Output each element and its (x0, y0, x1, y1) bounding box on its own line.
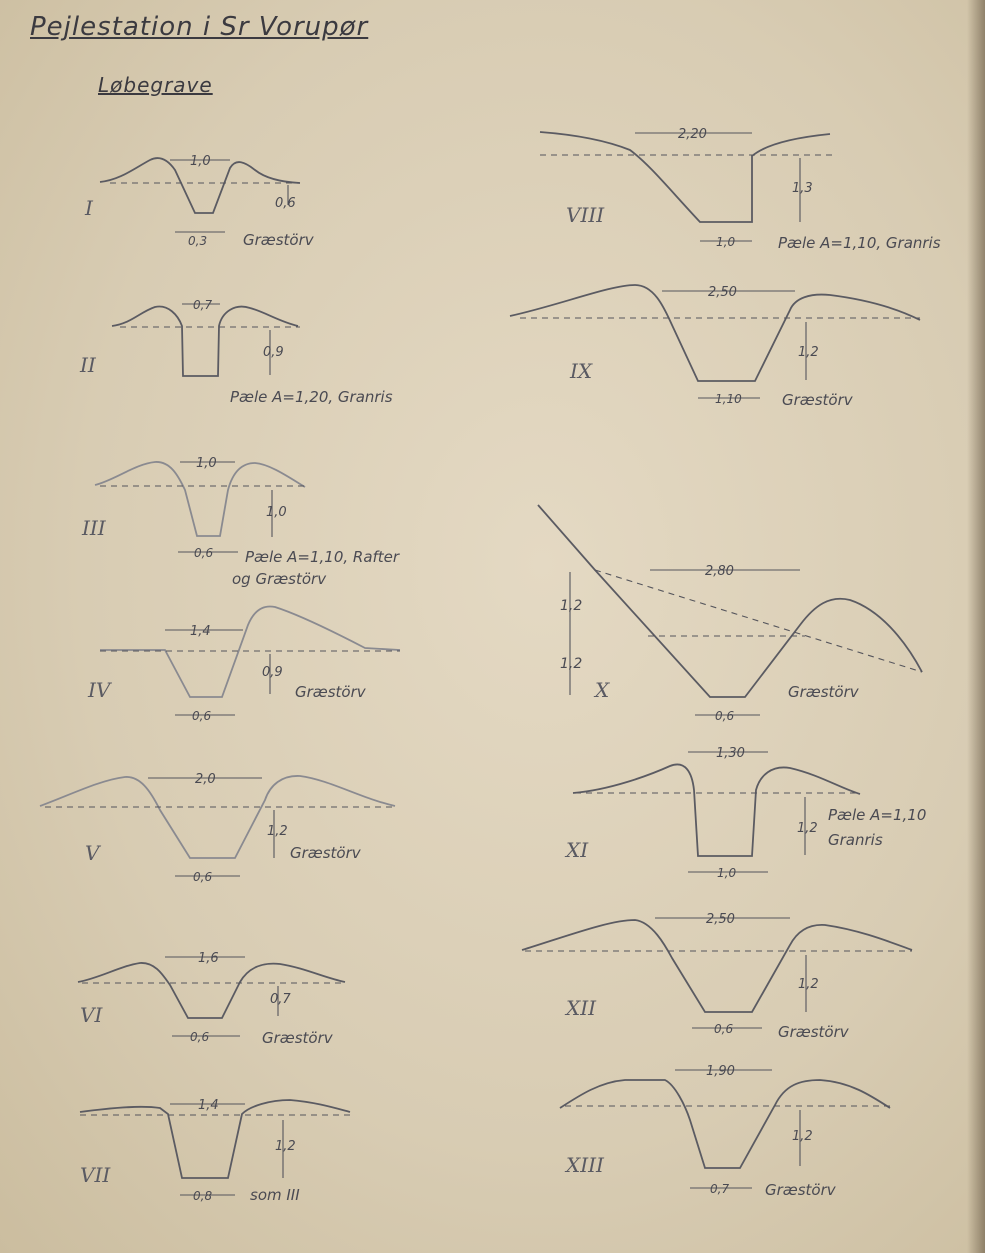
profile-IV-numeral: IV (88, 678, 111, 702)
profile-VI-width-label: 1,6 (198, 951, 219, 966)
profile-III-note2: og Græstörv (232, 570, 327, 588)
profile-XIII-bottom-label: 0,7 (710, 1182, 730, 1196)
profile-IV-note: Græstörv (295, 683, 366, 701)
profile-XI (564, 746, 926, 880)
profile-IX-depth-label: 1,2 (798, 345, 819, 360)
profile-X (538, 505, 922, 723)
profile-XI-note: Pæle A=1,10 (828, 806, 927, 824)
profile-I-numeral: I (85, 196, 93, 220)
profile-III-ground (95, 462, 305, 536)
profile-IV-bottom-label: 0,6 (192, 709, 212, 723)
profile-V (40, 772, 395, 884)
profile-I-depth-label: 0,6 (275, 196, 296, 211)
profile-XII-width-label: 2,50 (706, 912, 735, 927)
profile-VIII-bottom-label: 1,0 (716, 235, 736, 249)
profile-III (81, 456, 400, 588)
profile-V-numeral: V (85, 841, 100, 865)
profile-X-depth-label-2: 1,2 (560, 656, 583, 672)
profile-VIII-numeral: VIII (566, 203, 605, 227)
profile-I-bottom-label: 0,3 (188, 234, 208, 248)
profile-IX-note: Græstörv (782, 391, 853, 409)
profile-XII (522, 912, 912, 1041)
profile-XI-bottom-label: 1,0 (717, 866, 737, 880)
profile-XI-width-label: 1,30 (716, 746, 745, 761)
profile-XI-numeral: XI (566, 838, 589, 862)
profile-II-numeral: II (80, 353, 96, 377)
profile-IX-numeral: IX (570, 359, 593, 383)
profile-XII-note: Græstörv (778, 1023, 849, 1041)
profile-VII-note: som III (250, 1186, 300, 1204)
profile-III-depth-label: 1,0 (266, 505, 287, 520)
profile-VII-depth-label: 1,2 (275, 1139, 296, 1154)
profile-XIII-numeral: XIII (566, 1153, 604, 1177)
profile-IX-bottom-label: 1,10 (715, 392, 742, 406)
profile-VII (80, 1098, 350, 1204)
profile-V-note: Græstörv (290, 844, 361, 862)
profile-I-width-label: 1,0 (190, 154, 211, 169)
profile-XII-bottom-label: 0,6 (714, 1022, 734, 1036)
profile-X-datum-upper (595, 570, 922, 672)
profile-X-numeral: X (595, 678, 610, 702)
profile-III-note: Pæle A=1,10, Rafter (245, 548, 400, 566)
profile-XI-ground (573, 764, 860, 856)
profile-XIII-depth-label: 1,2 (792, 1129, 813, 1144)
profile-X-bottom-label: 0,6 (715, 709, 735, 723)
profile-VI-depth-label: 0,7 (270, 992, 291, 1007)
profile-IV-depth-label: 0,9 (262, 665, 283, 680)
profile-VIII-width-label: 2,20 (678, 127, 707, 142)
profile-X-ground (538, 505, 922, 697)
profile-VII-width-label: 1,4 (198, 1098, 219, 1113)
profile-III-width-label: 1,0 (196, 456, 217, 471)
profile-V-width-label: 2,0 (195, 772, 216, 787)
profile-IV-width-label: 1,4 (190, 624, 211, 639)
profile-XI-note2: Granris (828, 831, 883, 849)
profile-VIII-depth-label: 1,3 (792, 181, 813, 196)
profile-X-depth-label: 1,2 (560, 598, 583, 614)
profile-II-width-label: 0,7 (193, 298, 213, 312)
profile-XIII-width-label: 1,90 (706, 1064, 735, 1079)
profile-VI-bottom-label: 0,6 (190, 1030, 210, 1044)
profile-XII-depth-label: 1,2 (798, 977, 819, 992)
profile-XIII-note: Græstörv (765, 1181, 836, 1199)
profile-VII-numeral: VII (80, 1163, 111, 1187)
profile-XIII (560, 1064, 890, 1199)
profile-VIII (540, 127, 941, 252)
profile-X-width-label: 2,80 (705, 564, 734, 579)
profile-IV (87, 606, 400, 723)
profile-II (79, 298, 393, 406)
profile-VI-note: Græstörv (262, 1029, 333, 1047)
profile-VIII-note: Pæle A=1,10, Granris (778, 234, 941, 252)
profile-X-note: Græstörv (788, 683, 859, 701)
profile-II-depth-label: 0,9 (263, 345, 284, 360)
profile-IX-width-label: 2,50 (708, 285, 737, 300)
profile-III-bottom-label: 0,6 (194, 546, 214, 560)
profile-I-note: Græstörv (243, 231, 314, 249)
page-subtitle: Løbegrave (98, 73, 213, 97)
profile-XI-depth-label: 1,2 (797, 821, 818, 836)
profile-VII-bottom-label: 0,8 (193, 1189, 213, 1203)
profile-III-numeral: III (82, 516, 106, 540)
profile-I (84, 154, 315, 249)
profile-XII-numeral: XII (566, 996, 597, 1020)
profile-II-note: Pæle A=1,20, Granris (230, 388, 393, 406)
profile-VI-ground (78, 963, 345, 1018)
profile-XIII-ground (560, 1080, 890, 1168)
profile-IX (510, 285, 920, 409)
profile-VI-numeral: VI (80, 1003, 103, 1027)
profile-VI (78, 951, 345, 1047)
page-title: Pejlestation i Sr Vorupør (30, 12, 369, 42)
profile-V-bottom-label: 0,6 (193, 870, 213, 884)
profile-V-depth-label: 1,2 (267, 824, 288, 839)
